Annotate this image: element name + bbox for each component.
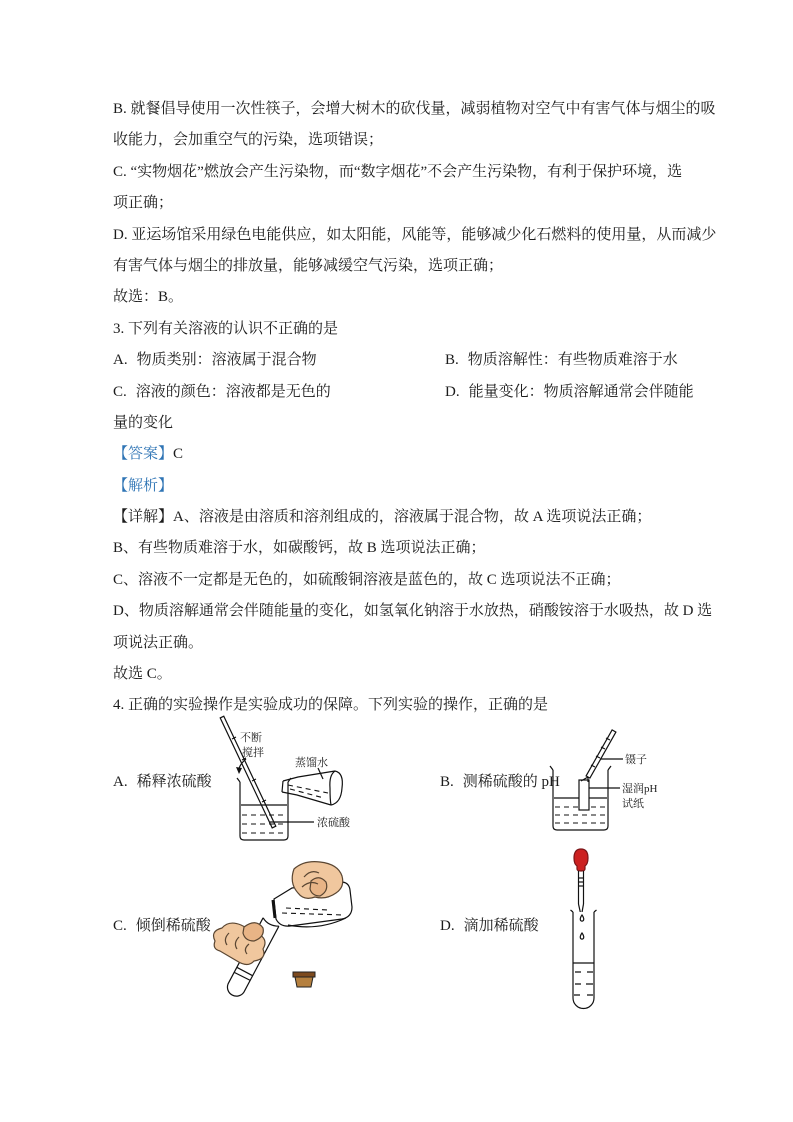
option-letter: C. — [113, 383, 127, 400]
option-text: 倾倒稀硫酸 — [135, 918, 211, 934]
stir-label: 不断 — [240, 732, 262, 744]
q4-stem: 4. 正确的实验操作是实验成功的保障。下列实验的操作，正确的是 — [113, 697, 549, 714]
option-letter: B. — [445, 352, 459, 369]
q2-conclusion: 故选：B。 — [113, 289, 184, 306]
concentrated-acid-label: 浓硫酸 — [317, 817, 350, 829]
test-tube-icon — [571, 910, 597, 1009]
option-letter: D. — [440, 918, 455, 934]
q3-conclusion: 故选 C。 — [113, 666, 172, 683]
q4-diagram-area — [113, 715, 680, 1025]
pouring-hand-icon — [292, 862, 343, 899]
q3-option-row — [113, 377, 694, 408]
q2-analysis-line: C. “实物烟花”燃放会产生污染物，而“数字烟花”不会产生污染物，有利于保护环境，选 — [113, 163, 683, 180]
q3-detail-line: 【详解】A、溶液是由溶质和溶剂组成的，溶液属于混合物，故 A 选项说法正确； — [113, 509, 652, 526]
tweezers-label: 镊子 — [625, 754, 647, 766]
dropper-bulb-icon — [574, 849, 588, 871]
q3-option-d-wrap: 量的变化 — [113, 414, 174, 431]
q3-detail-line: B、有些物质难溶于水，如碳酸钙，故 B 选项说法正确； — [113, 540, 486, 557]
option-letter: C. — [113, 918, 127, 934]
q3-stem: 3. 下列有关溶液的认识不正确的是 — [113, 320, 339, 337]
flask-icon — [282, 771, 342, 805]
option-letter: D. — [445, 383, 460, 400]
q4-option-b — [440, 770, 560, 791]
option-letter: B. — [440, 774, 454, 790]
q3-detail-line: D、物质溶解通常会伴随能量的变化，如氢氧化钠溶于水放热，硝酸铵溶于水吸热，故 D 选 — [113, 603, 713, 620]
q2-analysis-line: 收能力，会加重空气的污染，选项错误； — [113, 132, 384, 149]
q3-option-a — [113, 352, 317, 368]
stopper-icon — [293, 972, 315, 987]
text-block — [113, 94, 717, 722]
holding-hand-icon — [214, 923, 265, 965]
q2-analysis-line: D. 亚运场馆采用绿色电能供应，如太阳能，风能等，能够减少化石燃料的使用量，从而减少 — [113, 226, 717, 243]
q3-option-row — [113, 345, 680, 376]
q2-analysis-line: 有害气体与烟尘的排放量，能够减缓空气污染，选项正确； — [113, 257, 504, 274]
pouring-acid-diagram — [208, 855, 360, 1015]
q4-option-a — [113, 770, 212, 791]
option-text: 能量变化：物质溶解通常会伴随能 — [468, 383, 694, 400]
option-text: 物质类别：溶液属于混合物 — [136, 352, 317, 369]
q3-answer-line — [113, 439, 680, 470]
q2-analysis-line: B. 就餐倡导使用一次性筷子，会增大树木的砍伐量，减弱植物对空气中有害气体与烟尘的吸 — [113, 101, 716, 117]
q2-analysis-line: 项正确； — [113, 195, 174, 212]
option-text: 滴加稀硫酸 — [463, 918, 539, 934]
answer-label: 【答案】 — [113, 446, 174, 463]
option-letter: A. — [113, 352, 128, 369]
q3-analysis-label-line — [113, 471, 680, 502]
tweezers-icon — [581, 730, 616, 782]
ph-paper-icon — [579, 780, 589, 810]
q4-option-c — [113, 914, 211, 935]
ph-test-diagram — [548, 725, 672, 835]
dilute-acid-diagram — [218, 715, 360, 845]
answer-value: C — [173, 446, 184, 463]
ph-paper-label: 湿润pH — [622, 783, 658, 795]
q4-option-d — [440, 914, 539, 935]
q3-detail-line: C、溶液不一定都是无色的，如硫酸铜溶液是蓝色的，故 C 选项说法不正确； — [113, 571, 621, 588]
q3-detail-line: 项说法正确。 — [113, 634, 204, 651]
q3-option-c — [113, 384, 331, 400]
option-text: 溶液的颜色：溶液都是无色的 — [135, 383, 331, 400]
option-letter: A. — [113, 774, 128, 790]
distilled-water-label: 蒸馏水 — [295, 757, 328, 769]
dropper-tube-icon — [579, 871, 584, 914]
stir-label: 搅拌 — [242, 747, 264, 759]
analysis-label: 【解析】 — [113, 477, 174, 494]
ph-paper-label: 试纸 — [622, 798, 644, 810]
option-text: 物质溶解性：有些物质难溶于水 — [467, 352, 678, 369]
q3-option-d — [445, 377, 694, 408]
option-text: 稀释浓硫酸 — [136, 774, 212, 790]
arrow-icon — [236, 767, 242, 774]
option-text: 测稀硫酸的 pH — [462, 774, 560, 790]
dropper-diagram — [558, 848, 618, 1013]
q3-option-b — [445, 345, 678, 376]
